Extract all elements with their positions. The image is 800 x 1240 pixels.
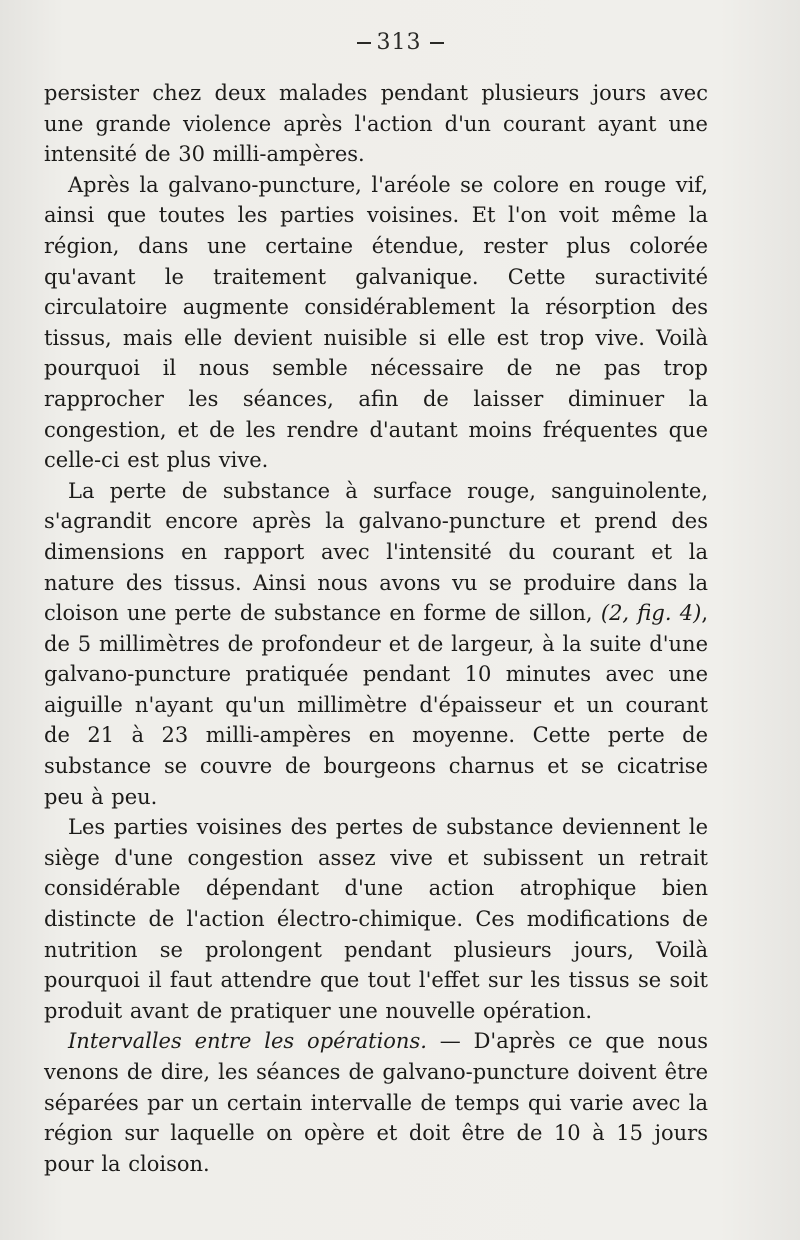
paragraph-galvano-puncture-areole: Après la galvano-puncture, l'aréole se colore en rouge vif, ainsi que toutes les parties voisines. Et l'on voit même la région, dans une certaine étendue, rester plus colorée qu'avant le traitement galvanique. Cette suractivité circulatoire augmente considérablement la résorption des tissus, mais elle devient nuisible si elle est trop vive. Voilà pourquoi il nous semble nécessaire de ne pas trop rapprocher les séances, afin de laisser diminuer la congestion, et de les rendre d'autant moins fréquentes que celle-ci est plus vive.: [44, 172, 708, 473]
page-number-dash-left: [357, 42, 371, 44]
paragraph-perte-de-substance: [44, 476, 708, 813]
page-number-dash-right: [430, 42, 444, 44]
paragraph-intervalles: [44, 1026, 708, 1179]
page-number-text: 313: [376, 30, 422, 55]
figure-reference: (2, fig. 4): [600, 601, 702, 626]
page-number: [0, 30, 800, 55]
paragraph-perte-before: La perte de substance à surface rouge, sanguinolente, s'agrandit encore après la galvano-puncture et prend des dimensions en rapport avec l'intensité du courant et la nature des tissus. Ainsi nous avons vu se produire dans la cloison une perte de substance en forme de sillon,: [44, 478, 708, 626]
body-text: [44, 78, 708, 1179]
paragraph-intervalles-text: — D'après ce que nous venons de dire, les séances de galvano-puncture doivent être séparées par un certain intervalle de temps qui varie avec la région sur laquelle on opère et doit être de 10 à 15 jours pour la cloison.: [44, 1029, 708, 1176]
paragraph-perte-after: , de 5 millimètres de profondeur et de largeur, à la suite d'une galvano-puncture pratiquée pendant 10 minutes avec une aiguille n'ayant qu'un millimètre d'épaisseur et un courant de 21 à 23 milli-ampères en moyenne. Cette perte de substance se couvre de bourgeons charnus et se cicatrise peu à peu.: [44, 601, 708, 809]
section-heading-intervalles: Intervalles entre les opérations.: [68, 1029, 427, 1054]
paragraph-parties-voisines: Les parties voisines des pertes de substance deviennent le siège d'une congestion assez vive et subissent un retrait considérable dépendant d'une action atrophique bien distincte de l'action électro-chimique. Ces modifications de nutrition se prolongent pendant plusieurs jours, Voilà pourquoi il faut attendre que tout l'effet sur les tissus se soit produit avant de pratiquer une nouvelle opération.: [44, 815, 708, 1023]
paragraph-continuation: persister chez deux malades pendant plusieurs jours avec une grande violence après l'action d'un courant ayant une intensité de 30 milli-ampères.: [44, 81, 708, 167]
